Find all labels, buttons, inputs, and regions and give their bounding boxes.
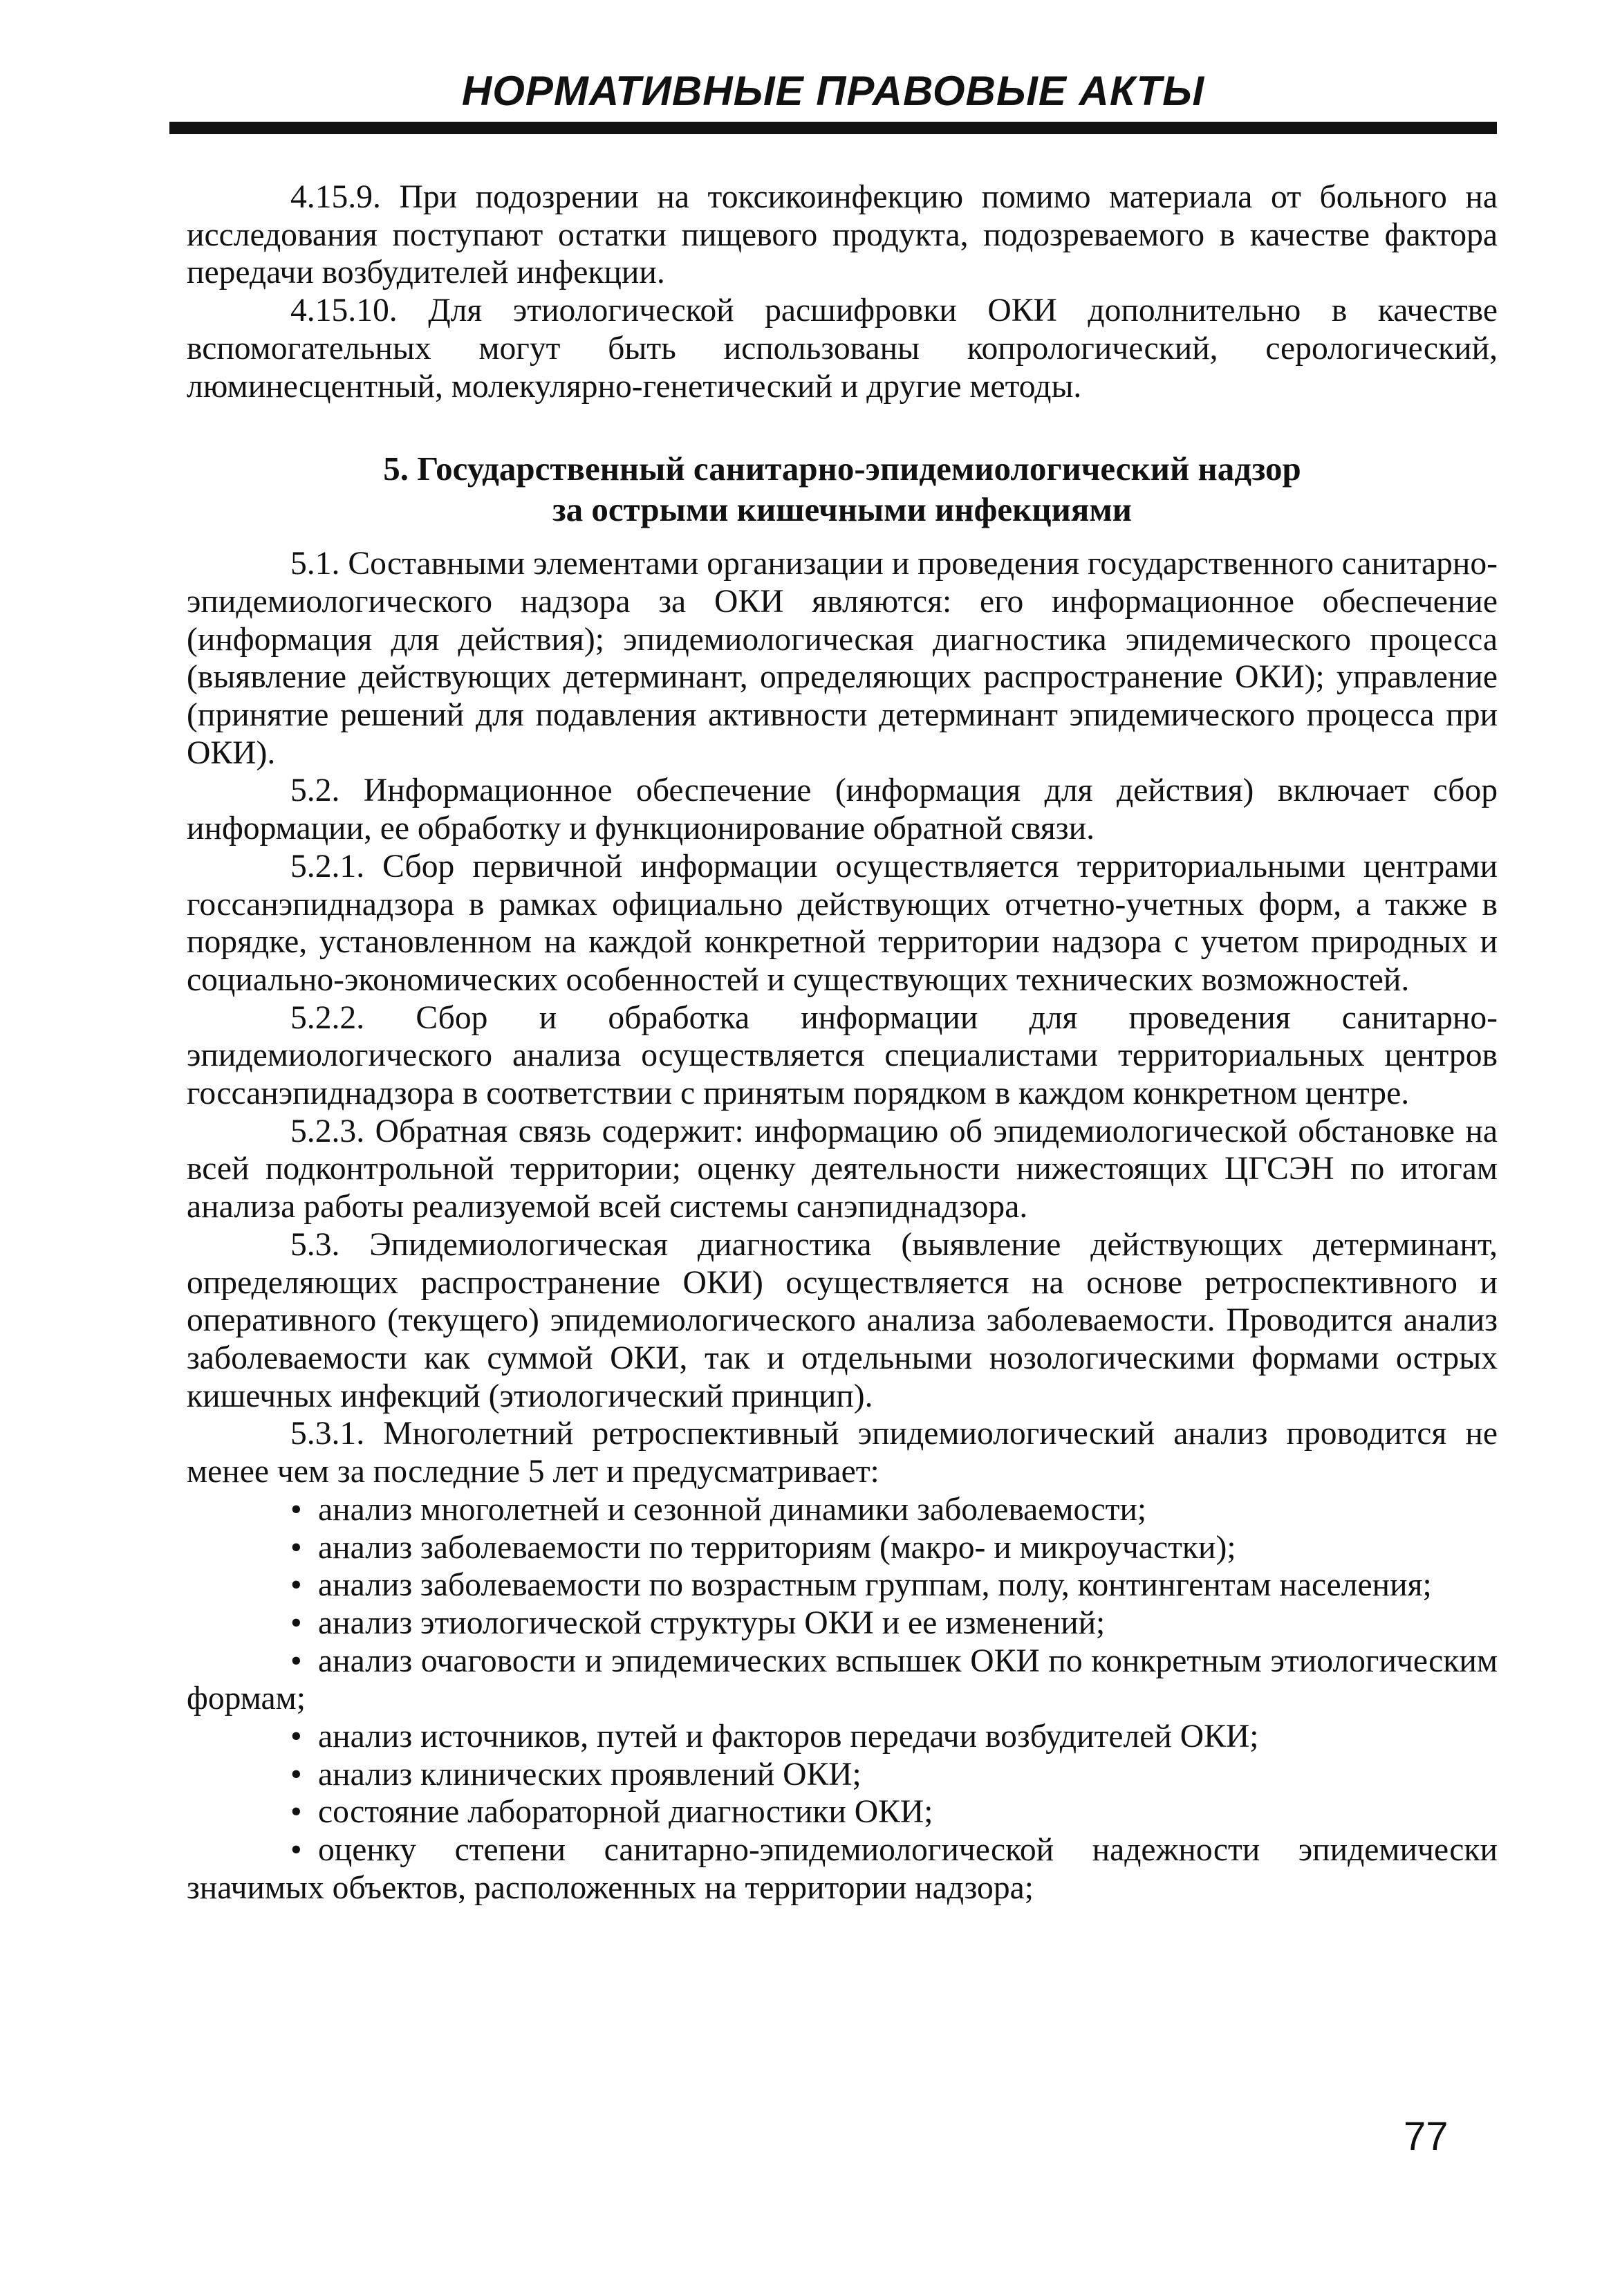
bullet-icon: • [290, 1756, 302, 1793]
bullet-icon: • [290, 1529, 302, 1566]
bullet-item [187, 1604, 1498, 1642]
bullet-item [187, 1642, 1498, 1718]
document-body [187, 178, 1498, 1907]
bullet-icon: • [290, 1794, 302, 1831]
bullet-item [187, 1831, 1498, 1907]
header-rule [169, 122, 1497, 134]
bullet-icon: • [290, 1719, 302, 1755]
bullet-item [187, 1793, 1498, 1831]
bullet-text: оценку степени санитарно-эпидемиологической надежности эпидемически значимых объектов, расположенных на территории надзора; [187, 1832, 1498, 1906]
section-heading-line-1: 5. Государственный санитарно-эпидемиологический надзор [383, 450, 1301, 488]
bullet-item [187, 1529, 1498, 1567]
bullet-text: анализ заболеваемости по возрастным группам, полу, контингентам населения; [318, 1567, 1432, 1604]
bullet-text: состояние лабораторной диагностики ОКИ; [318, 1794, 933, 1831]
bullet-text: анализ многолетней и сезонной динамики заболеваемости; [318, 1491, 1147, 1528]
bullet-icon: • [290, 1642, 302, 1679]
bullet-text: анализ клинических проявлений ОКИ; [318, 1756, 861, 1793]
page-number: 77 [1404, 2114, 1449, 2159]
bullet-item [187, 1566, 1498, 1604]
paragraph-5-2-2: 5.2.2. Сбор и обработка информации для проведения санитарно-эпидемиологического анализа осуществляется специалистами территориальных центров госсанэпиднадзора в соответствии с принятым порядком в каждом конкретном центре. [187, 999, 1498, 1112]
paragraph-5-1: 5.1. Составными элементами организации и проведения государственного санитарно-эпидемиологического надзора за ОКИ являются: его информационное обеспечение (информация для действия); эпидемиологическая диагностика эпидемического процесса (выявление действующих детерминант, определяющих распространение ОКИ); управление (принятие решений для подавления активности детерминант эпидемического процесса при ОКИ). [187, 546, 1498, 771]
bullet-item [187, 1718, 1498, 1756]
bullet-item [187, 1491, 1498, 1529]
bullet-icon: • [290, 1832, 302, 1869]
paragraph-5-3-1: 5.3.1. Многолетний ретроспективный эпидемиологический анализ проводится не менее чем за последние 5 лет и предусматривает: [187, 1416, 1498, 1490]
bullet-text: анализ источников, путей и факторов передачи возбудителей ОКИ; [318, 1719, 1259, 1755]
bullet-icon: • [290, 1604, 302, 1641]
bullet-text: анализ очаговости и эпидемических вспышек ОКИ по конкретным этиологическим формам; [187, 1642, 1498, 1717]
paragraph-5-2: 5.2. Информационное обеспечение (информация для действия) включает сбор информации, ее обработку и функционирование обратной связи. [187, 772, 1498, 847]
paragraph-5-2-3: 5.2.3. Обратная связь содержит: информацию об эпидемиологической обстановке на всей подконтрольной территории; оценку деятельности нижестоящих ЦГСЭН по итогам анализа работы реализуемой всей системы санэпиднадзора. [187, 1113, 1498, 1225]
header-title: НОРМАТИВНЫЕ ПРАВОВЫЕ АКТЫ [461, 68, 1205, 114]
bullet-text: анализ этиологической структуры ОКИ и ее изменений; [318, 1604, 1106, 1641]
bullet-item [187, 1756, 1498, 1794]
page-header [169, 64, 1497, 140]
paragraph-5-2-1: 5.2.1. Сбор первичной информации осуществляется территориальными центрами госсанэпиднадзора в рамках официально действующих отчетно-учетных форм, а также в порядке, установленном на каждой конкретной территории надзора с учетом природных и социально-экономических особенностей и существующих технических возможностей. [187, 848, 1498, 998]
paragraph-5-3: 5.3. Эпидемиологическая диагностика (выявление действующих детерминант, определяющих распространение ОКИ) осуществляется на основе ретроспективного и оперативного (текущего) эпидемиологического анализа заболеваемости. Проводится анализ заболеваемости как суммой ОКИ, так и отдельными нозологическими формами острых кишечных инфекций (этиологический принцип). [187, 1226, 1498, 1414]
section-heading-line-2: за острыми кишечными инфекциями [552, 490, 1132, 529]
bullet-icon: • [290, 1567, 302, 1604]
section-heading [187, 448, 1498, 530]
paragraph-4-15-9: 4.15.9. При подозрении на токсикоинфекцию помимо материала от больного на исследования поступают остатки пищевого продукта, подозреваемого в качестве фактора передачи возбудителей инфекции. [187, 179, 1498, 291]
bullet-text: анализ заболеваемости по территориям (макро- и микроучастки); [318, 1529, 1236, 1566]
bullet-icon: • [290, 1491, 302, 1528]
paragraph-4-15-10: 4.15.10. Для этиологической расшифровки ОКИ дополнительно в качестве вспомогательных могут быть использованы копрологический, серологический, люминесцентный, молекулярно-генетический и другие методы. [187, 293, 1498, 405]
